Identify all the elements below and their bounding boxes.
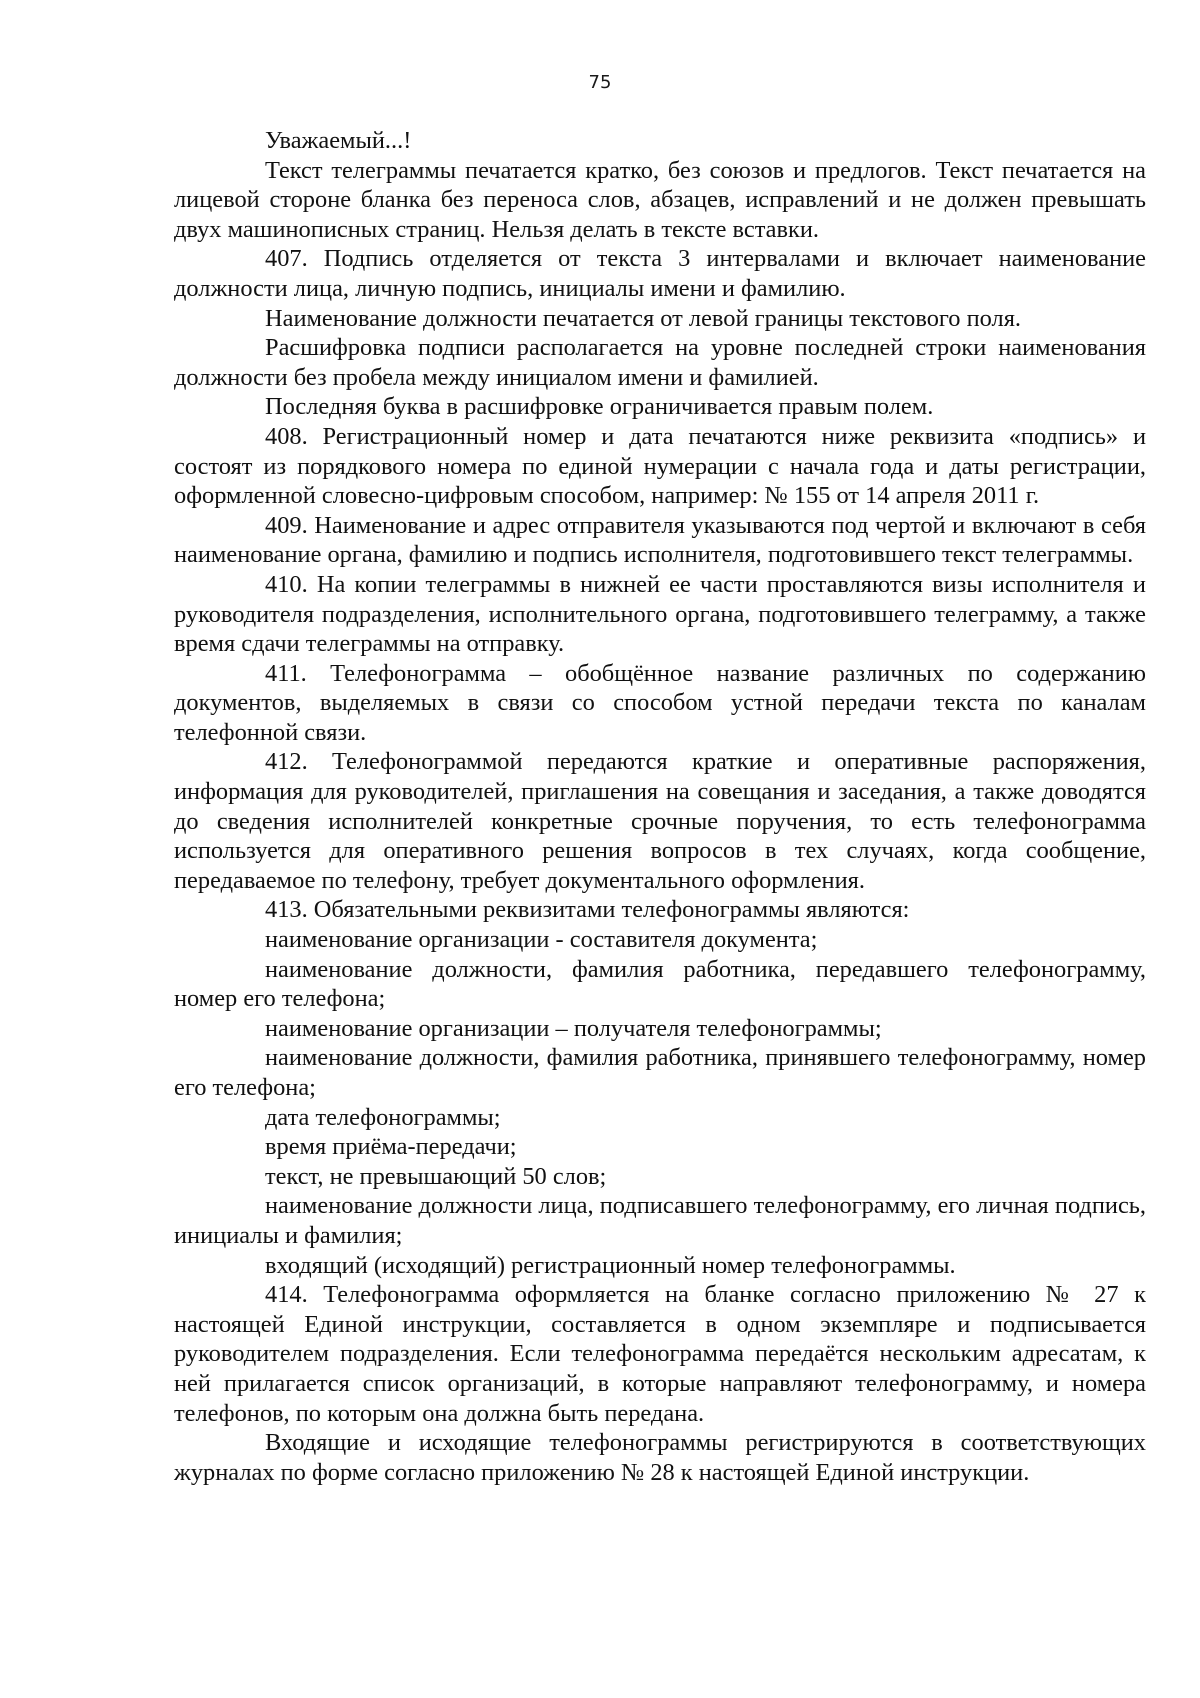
paragraph-414: 414. Телефонограмма оформляется на бланке согласно приложению № 27 к настоящей Единой инструкции, составляется в одном экземпляре и подписывается руководителем подразделения. Если телефонограмма передаётся нескольким адресатам, к ней прилагается список организаций, в которые направляют телефонограмму, и номера телефонов, по которым она должна быть передана.	[174, 1281, 1146, 1427]
list-item-signer-position: наименование должности лица, подписавшего телефонограмму, его личная подпись, инициалы и фамилия;	[174, 1192, 1146, 1249]
paragraph-last-letter: Последняя буква в расшифровке ограничивается правым полем.	[265, 393, 934, 421]
list-item-sender-position: наименование должности, фамилия работника, передавшего телефонограмму, номер его телефона;	[174, 955, 1146, 1013]
paragraph-410: 410. На копии телеграммы в нижней ее части проставляются визы исполнителя и руководителя подразделения, исполнительного органа, подготовившего телеграмму, а также время сдачи телеграммы на отправку.	[174, 570, 1146, 658]
page-number: 75	[588, 72, 612, 93]
list-item-receiver-position: наименование должности, фамилия работника, принявшего телефонограмму, номер его телефона;	[174, 1044, 1146, 1101]
list-item-recipient-org: наименование организации – получателя телефонограммы;	[265, 1014, 882, 1042]
list-item-registration-number: входящий (исходящий) регистрационный номер телефонограммы.	[265, 1251, 956, 1279]
paragraph-408: 408. Регистрационный номер и дата печатаются ниже реквизита «подпись» и состоят из порядкового номера по единой нумерации с начала года и даты регистрации, оформленной словесно-цифровым способом, например: № 155 от 14 апреля 2011 г.	[174, 422, 1146, 510]
document-body	[174, 126, 1146, 1487]
paragraph-412: 412. Телефонограммой передаются краткие и оперативные распоряжения, информация для руководителей, приглашения на совещания и заседания, а также доводятся до сведения исполнителей конкретные срочные поручения, то есть телефонограмма используется для оперативного решения вопросов в тех случаях, когда сообщение, передаваемое по телефону, требует документального оформления.	[174, 748, 1146, 894]
paragraph-407: 407. Подпись отделяется от текста 3 интервалами и включает наименование должности лица, личную подпись, инициалы имени и фамилию.	[174, 245, 1146, 302]
paragraph-413: 413. Обязательными реквизитами телефонограммы являются:	[265, 896, 910, 924]
paragraph-position-name: Наименование должности печатается от левой границы текстового поля.	[265, 304, 1022, 332]
paragraph-409: 409. Наименование и адрес отправителя указываются под чертой и включают в себя наименование органа, фамилию и подпись исполнителя, подготовившего текст телеграммы.	[174, 511, 1146, 569]
list-item-time: время приёма-передачи;	[265, 1133, 517, 1161]
paragraph-greeting: Уважаемый...!	[265, 127, 412, 154]
list-item-date: дата телефонограммы;	[265, 1103, 501, 1131]
paragraph-registration-journals: Входящие и исходящие телефонограммы регистрируются в соответствующих журналах по форме согласно приложению № 28 к настоящей Единой инструкции.	[174, 1429, 1146, 1486]
paragraph-telegram-text-rules: Текст телеграммы печатается кратко, без союзов и предлогов. Текст печатается на лицевой стороне бланка без переноса слов, абзацев, исправлений и не должен превышать двух машинописных страниц. Нельзя делать в тексте вставки.	[174, 156, 1146, 243]
paragraph-signature-decoding: Расшифровка подписи располагается на уровне последней строки наименования должности без пробела между инициалом имени и фамилией.	[174, 334, 1146, 391]
paragraph-411: 411. Телефонограмма – обобщённое название различных по содержанию документов, выделяемых в связи со способом устной передачи текста по каналам телефонной связи.	[174, 659, 1146, 746]
list-item-org-name: наименование организации - составителя документа;	[265, 926, 818, 954]
list-item-text-limit: текст, не превышающий 50 слов;	[265, 1162, 607, 1190]
